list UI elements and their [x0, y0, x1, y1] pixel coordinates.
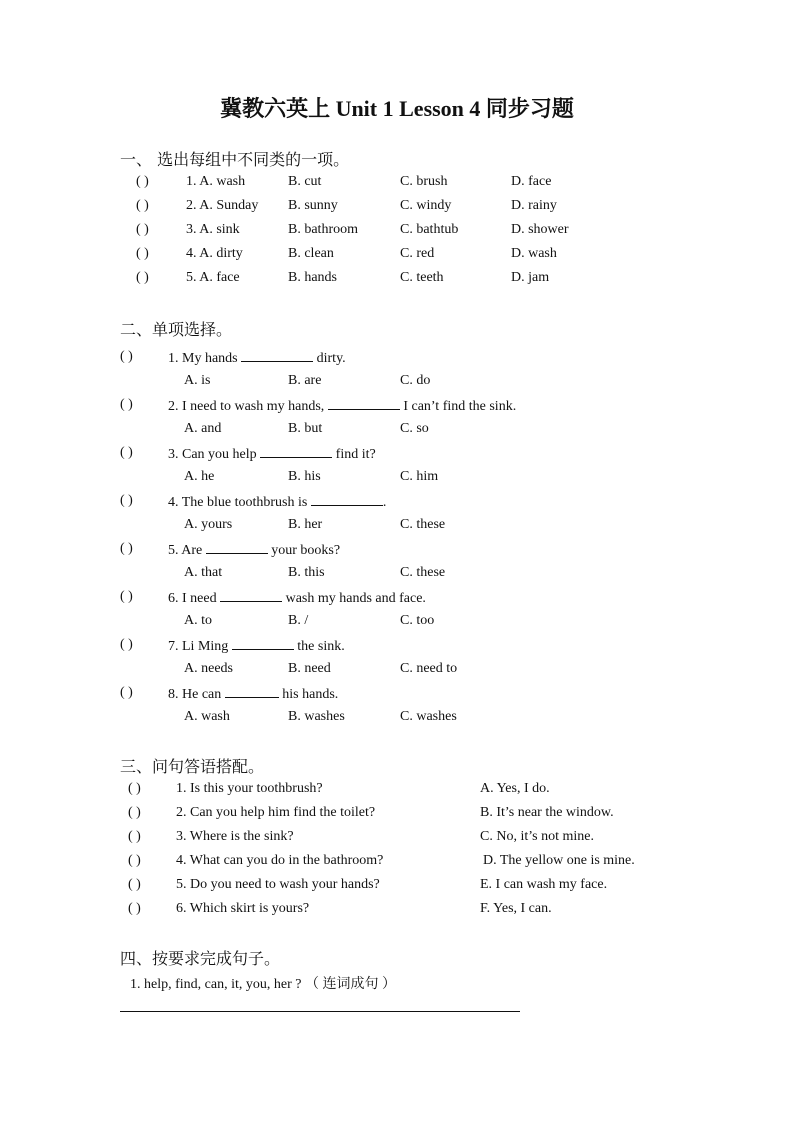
s2-option-a: A. wash	[184, 709, 230, 724]
s2-question-post: your books?	[271, 543, 341, 558]
s1-option-a: 4. A. dirty	[186, 246, 243, 261]
s2-question-pre: 4. The blue toothbrush is	[168, 495, 308, 510]
s1-option-b: B. sunny	[288, 198, 338, 213]
section2-heading: 二、单项选择。	[120, 320, 233, 339]
s1-option-d: D. face	[511, 174, 552, 189]
s2-option-c: C. washes	[400, 709, 457, 724]
s1-option-d: D. rainy	[511, 198, 557, 213]
s2-option-b: B. /	[288, 613, 309, 628]
s2-question-pre: 8. He can	[168, 687, 222, 702]
s3-question: 3. Where is the sink?	[176, 829, 294, 844]
s2-question	[168, 589, 426, 607]
s2-question	[168, 685, 338, 703]
s2-option-b: B. washes	[288, 709, 345, 724]
section1-heading: 一、 选出每组中不同类的一项。	[120, 150, 350, 169]
s2-paren[interactable]: ( )	[120, 493, 133, 508]
s2-option-c: C. too	[400, 613, 435, 628]
s2-option-c: C. so	[400, 421, 429, 436]
s3-question: 1. Is this your toothbrush?	[176, 781, 323, 796]
s1-option-b: B. cut	[288, 174, 322, 189]
s3-answer: B. It’s near the window.	[480, 805, 614, 820]
s2-question-pre: 1. My hands	[168, 351, 238, 366]
answer-blank[interactable]	[328, 397, 400, 410]
s3-paren[interactable]: ( )	[128, 829, 141, 844]
s4-item: 1. help, find, can, it, you, her ? （ 连词成句 ）	[130, 977, 396, 992]
s3-paren[interactable]: ( )	[128, 877, 141, 892]
s1-option-d: D. shower	[511, 222, 569, 237]
answer-blank[interactable]	[206, 541, 268, 554]
s2-paren[interactable]: ( )	[120, 637, 133, 652]
s2-option-b: B. this	[288, 565, 325, 580]
page-title: 冀教六英上 Unit 1 Lesson 4 同步习题	[220, 96, 574, 121]
s2-question-post: his hands.	[282, 687, 339, 702]
s2-option-c: C. him	[400, 469, 439, 484]
s2-question	[168, 637, 345, 655]
s2-paren[interactable]: ( )	[120, 349, 133, 364]
s3-answer: D. The yellow one is mine.	[483, 853, 635, 868]
answer-blank[interactable]	[260, 445, 332, 458]
s3-question: 5. Do you need to wash your hands?	[176, 877, 380, 892]
s2-option-a: A. that	[184, 565, 223, 580]
s2-option-a: A. is	[184, 373, 211, 388]
s3-answer: F. Yes, I can.	[480, 901, 552, 916]
answer-blank[interactable]	[225, 685, 279, 698]
s1-option-c: C. teeth	[400, 270, 444, 285]
s1-paren[interactable]: ( )	[136, 222, 149, 237]
s2-question-pre: 7. Li Ming	[168, 639, 229, 654]
s3-paren[interactable]: ( )	[128, 805, 141, 820]
s2-question	[168, 349, 346, 367]
s2-option-b: B. but	[288, 421, 323, 436]
answer-blank[interactable]	[311, 493, 383, 506]
s3-answer: A. Yes, I do.	[480, 781, 550, 796]
s2-option-c: C. do	[400, 373, 431, 388]
section3-heading: 三、问句答语搭配。	[120, 757, 265, 776]
s1-paren[interactable]: ( )	[136, 246, 149, 261]
s2-option-a: A. he	[184, 469, 215, 484]
s3-question: 2. Can you help him find the toilet?	[176, 805, 376, 820]
s2-paren[interactable]: ( )	[120, 445, 133, 460]
s2-option-c: C. these	[400, 565, 446, 580]
s2-option-c: C. need to	[400, 661, 458, 676]
s2-option-b: B. are	[288, 373, 322, 388]
s2-option-a: A. to	[184, 613, 212, 628]
s1-option-a: 1. A. wash	[186, 174, 246, 189]
s3-answer: C. No, it’s not mine.	[480, 829, 594, 844]
s1-option-a: 5. A. face	[186, 270, 240, 285]
s2-option-a: A. and	[184, 421, 222, 436]
s1-option-c: C. bathtub	[400, 222, 459, 237]
s2-question-post: dirty.	[316, 351, 346, 366]
s3-paren[interactable]: ( )	[128, 901, 141, 916]
s3-paren[interactable]: ( )	[128, 853, 141, 868]
s2-paren[interactable]: ( )	[120, 589, 133, 604]
s2-question	[168, 541, 340, 559]
answer-blank[interactable]	[220, 589, 282, 602]
answer-blank[interactable]	[232, 637, 294, 650]
s1-option-d: D. wash	[511, 246, 557, 261]
s1-paren[interactable]: ( )	[136, 174, 149, 189]
s1-option-a: 2. A. Sunday	[186, 198, 259, 213]
s2-question-post: the sink.	[297, 639, 345, 654]
answer-blank[interactable]	[241, 349, 313, 362]
s1-paren[interactable]: ( )	[136, 198, 149, 213]
s1-option-b: B. hands	[288, 270, 337, 285]
s2-question-post: find it?	[335, 447, 376, 462]
s3-answer: E. I can wash my face.	[480, 877, 608, 892]
s2-paren[interactable]: ( )	[120, 685, 133, 700]
s2-option-a: A. yours	[184, 517, 233, 532]
s2-paren[interactable]: ( )	[120, 397, 133, 412]
s3-question: 4. What can you do in the bathroom?	[176, 853, 384, 868]
s1-option-d: D. jam	[511, 270, 550, 285]
s2-option-b: B. her	[288, 517, 323, 532]
s2-option-b: B. need	[288, 661, 331, 676]
s3-question: 6. Which skirt is yours?	[176, 901, 310, 916]
s1-option-b: B. clean	[288, 246, 334, 261]
s2-question	[168, 445, 376, 463]
s2-question	[168, 493, 386, 511]
s1-option-b: B. bathroom	[288, 222, 358, 237]
s2-option-a: A. needs	[184, 661, 233, 676]
s2-question-post: wash my hands and face.	[285, 591, 426, 606]
s1-option-c: C. windy	[400, 198, 452, 213]
s2-question-pre: 6. I need	[168, 591, 217, 606]
section4-heading: 四、按要求完成句子。	[120, 949, 281, 968]
s2-question-post: .	[382, 495, 387, 510]
s2-question	[168, 397, 516, 415]
s2-option-b: B. his	[288, 469, 321, 484]
s1-option-c: C. red	[400, 246, 435, 261]
s2-question-pre: 2. I need to wash my hands,	[168, 399, 325, 414]
s2-paren[interactable]: ( )	[120, 541, 133, 556]
s2-question-pre: 5. Are	[168, 543, 203, 558]
s2-question-post: I can’t find the sink.	[403, 399, 517, 414]
s1-option-c: C. brush	[400, 174, 448, 189]
s1-option-a: 3. A. sink	[186, 222, 240, 237]
answer-line[interactable]	[120, 1011, 520, 1012]
s2-option-c: C. these	[400, 517, 446, 532]
s3-paren[interactable]: ( )	[128, 781, 141, 796]
s2-question-pre: 3. Can you help	[168, 447, 257, 462]
s1-paren[interactable]: ( )	[136, 270, 149, 285]
